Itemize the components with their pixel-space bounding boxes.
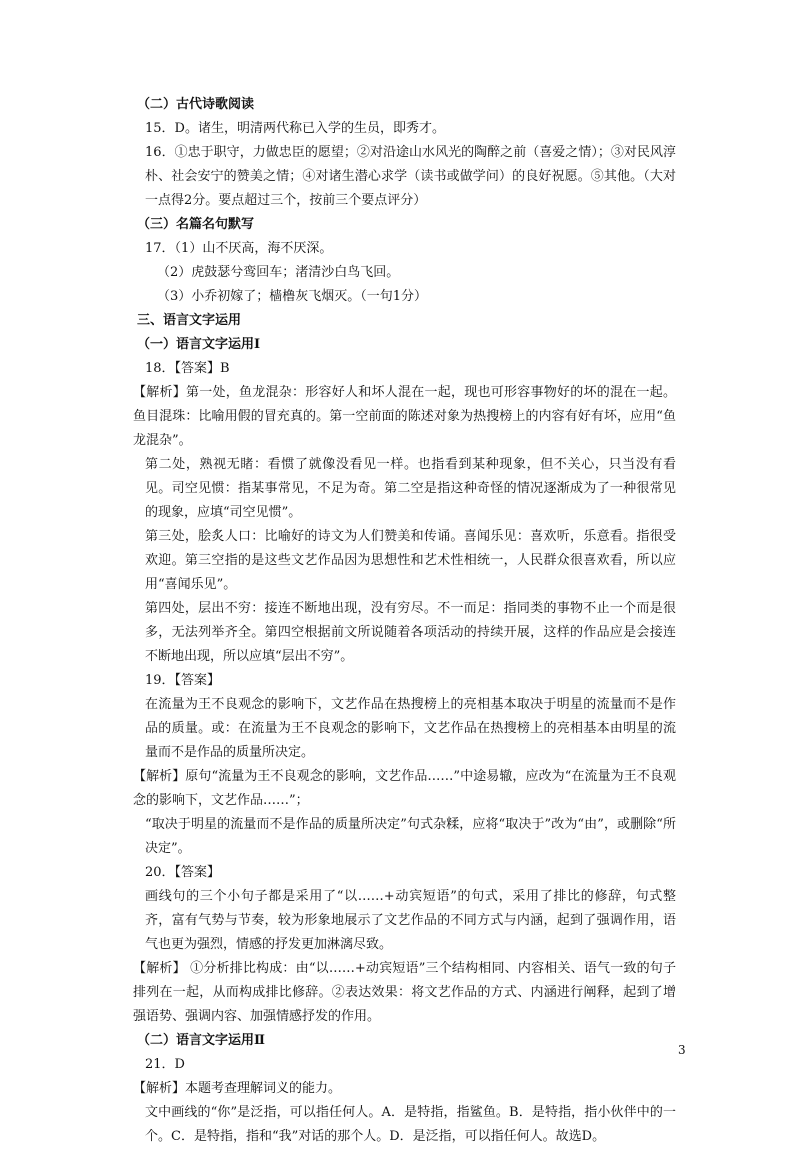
section-title-language-1: （一）语言文字运用Ⅰ	[137, 337, 261, 352]
analysis-20: 【解析】 ①分析排比构成：由“以……+动宾短语”三个结构相同、内容相关、语气一致的句子排列在一起，从而构成排比修辞。②表达效果：将文艺作品的方式、内涵进行阐释，起到了增强语势、强调内容、加强情感抒发的作用。	[133, 961, 676, 1024]
page-number: 3	[678, 1043, 686, 1057]
analysis-18-p4: 第四处，层出不穷：接连不断地出现，没有穷尽。不一而足：指同类的事物不止一个而是很多，无法列举齐全。第四空根据前文所说随着各项活动的持续开展，这样的作品应是会接连不断地出现，所以应填“层出不穷”。	[145, 601, 676, 664]
analysis-18-p3: 第三处，脍炙人口：比喻好的诗文为人们赞美和传诵。喜闻乐见：喜欢听，乐意看。指很受欢迎。第三空指的是这些文艺作品因为思想性和艺术性相统一，人民群众很喜欢看，所以应用“喜闻乐见”。	[145, 529, 676, 592]
section-title-recitation: （三）名篇名句默写	[137, 217, 255, 232]
answer-19-text: 在流量为王不良观念的影响下，文艺作品在热搜榜上的亮相基本取决于明星的流量而不是作品的质量。或：在流量为王不良观念的影响下，文艺作品在热搜榜上的亮相基本由明星的流量而不是作品的质量所决定。	[145, 697, 676, 760]
analysis-21-p2: 文中画线的“你”是泛指，可以指任何人。A．是特指，指鲨鱼。B．是特指，指小伙伴中的一个。C．是特指，指和“我”对话的那个人。D．是泛指，可以指任何人。故选D。	[145, 1105, 676, 1144]
section-title-language-2: （二）语言文字运用Ⅱ	[137, 1033, 265, 1048]
answer-15: 15．D。诸生，明清两代称已入学的生员，即秀才。	[145, 121, 445, 136]
section-title-poetry: （二）古代诗歌阅读	[137, 97, 255, 112]
answer-17-1: 17．（1）山不厌高，海不厌深。	[145, 241, 333, 256]
analysis-18-p1: 【解析】第一处，鱼龙混杂：形容好人和坏人混在一起，现也可形容事物好的坏的混在一起。鱼目混珠：比喻用假的冒充真的。第一空前面的陈述对象为热搜榜上的内容有好有坏，应用“鱼龙混杂”。	[133, 385, 676, 448]
analysis-19-p1: 【解析】原句“流量为王不良观念的影响，文艺作品……”中途易辙，应改为“在流量为王不良观念的影响下，文艺作品……”；	[133, 769, 676, 808]
analysis-18-p2: 第二处，熟视无睹：看惯了就像没看见一样。也指看到某种现象，但不关心，只当没有看见。司空见惯：指某事常见，不足为奇。第二空是指这种奇怪的情况逐渐成为了一种很常见的现象，应填“司空见惯”。	[145, 457, 676, 520]
part-title-language: 三、语言文字运用	[137, 313, 242, 328]
answer-17-2: （2）虎鼓瑟兮鸾回车；渚清沙白鸟飞回。	[157, 265, 400, 280]
answer-20: 20．【答案】	[145, 865, 221, 880]
answer-21: 21．D	[145, 1057, 185, 1072]
answer-16: 16．①忠于职守，力做忠臣的愿望；②对沿途山水风光的陶醉之前（喜爱之情）；③对民风淳朴、社会安宁的赞美之情；④对诸生潜心求学（读书或做学问）的良好祝愿。⑤其他。（大对一点得2分。要点超过三个，按前三个要点评分）	[145, 145, 676, 208]
analysis-19-p2: “取决于明星的流量而不是作品的质量所决定”句式杂糅，应将“取决于”改为“由”，或删除“所决定”。	[145, 817, 676, 856]
answer-key-body	[119, 93, 676, 1149]
answer-17-3: （3）小乔初嫁了；樯橹灰飞烟灭。（一句1分）	[157, 289, 428, 304]
answer-19: 19．【答案】	[145, 673, 221, 688]
answer-18: 18．【答案】B	[145, 361, 230, 376]
analysis-21-p1: 【解析】本题考查理解词义的能力。	[133, 1081, 342, 1096]
answer-20-text: 画线句的三个小句子都是采用了“以……+动宾短语”的句式，采用了排比的修辞，句式整齐，富有气势与节奏，较为形象地展示了文艺作品的不同方式与内涵，起到了强调作用，语气也更为强烈，情感的抒发更加淋漓尽致。	[145, 889, 676, 952]
